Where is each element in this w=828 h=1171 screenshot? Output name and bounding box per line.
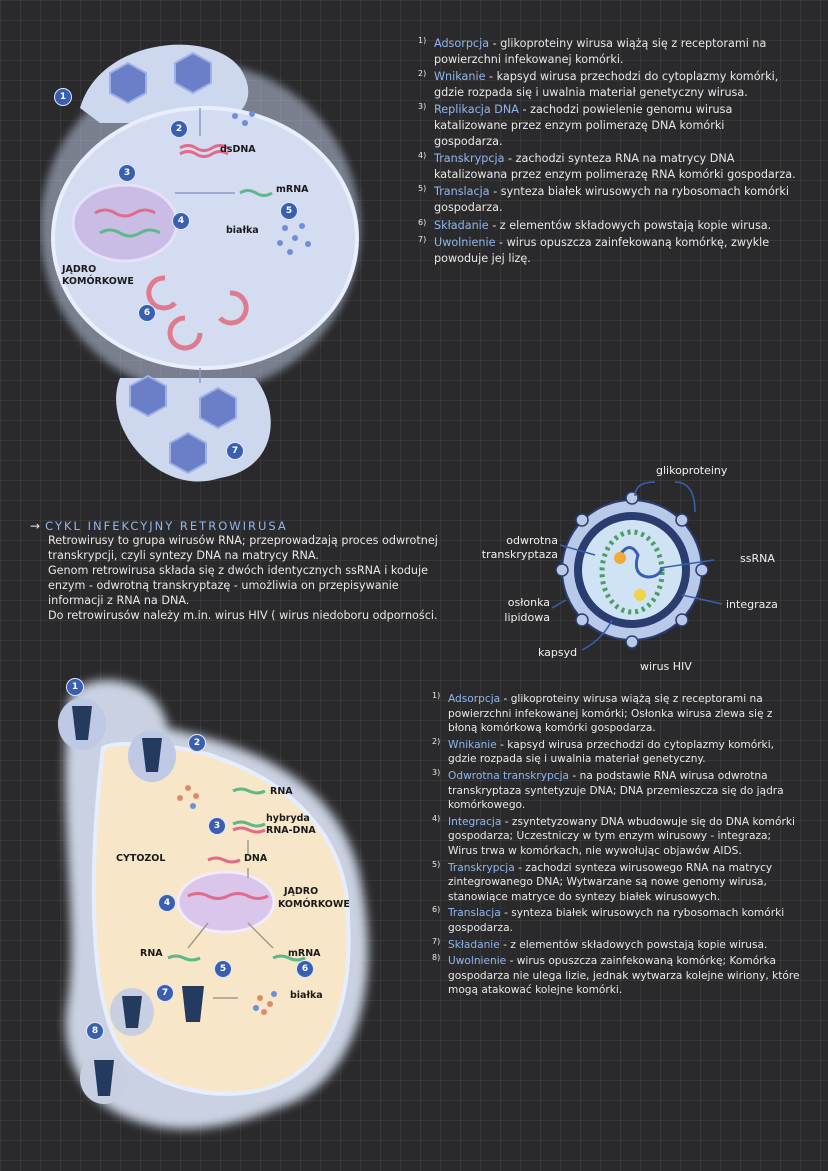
retro-heading: CYKL INFEKCYJNY RETROWIRUSA [45, 519, 288, 533]
label-jadro: JĄDRO [62, 264, 97, 275]
label-rna-top: RNA [270, 786, 293, 797]
step-badge-7: 7 [226, 442, 244, 460]
label-dsdna: dsDNA [220, 144, 256, 155]
retro-intro-p1: Retrowirusy to grupa wirusów RNA; przeprowadzają proces odwrotnej transkrypcji, czyli syntezy DNA na matrycy RNA. [48, 534, 438, 562]
lytic-step-1: 1) Adsorpcja - glikoproteiny wirusa wiążą się z receptorami na powierzchni infekowanej komórki. [418, 36, 767, 66]
step-badge-2: 2 [170, 120, 188, 138]
step-badge-7: 7 [156, 984, 174, 1002]
label-integraza: integraza [726, 598, 778, 611]
label-rna-left: RNA [140, 948, 163, 959]
label-lipidowa: lipidowa [504, 611, 550, 624]
label-ssrna: ssRNA [740, 552, 775, 565]
lytic-step-3: 3) Replikacja DNA - zachodzi powielenie genomu wirusa katalizowane przez enzym polimerazę DNA komórki gospodarza. [418, 102, 733, 148]
retro-intro [48, 533, 448, 623]
retro-step-6: 6) Translacja - synteza białek wirusowych na rybosomach komórki gospodarza. [432, 905, 785, 934]
label-bialka: białka [290, 990, 323, 1001]
retro-cycle-diagram [48, 668, 398, 1143]
lytic-cell-illustration [40, 28, 370, 498]
step-badge-1: 1 [54, 88, 72, 106]
step-badge-4: 4 [172, 212, 190, 230]
step-badge-3: 3 [208, 817, 226, 835]
retro-section-header [30, 515, 288, 534]
retro-step-8: 8) Uwolnienie - wirus opuszcza zainfekowaną komórkę; Komórka gospodarza nie ulega lizie, jednak wytwarza kolejne wiriony, które mogą atakować kolejne komórki. [432, 953, 800, 997]
hiv-virus-illustration [460, 460, 820, 680]
lytic-steps-list [418, 36, 796, 268]
label-wirus-hiv: wirus HIV [640, 660, 692, 673]
step-badge-5: 5 [214, 960, 232, 978]
arrow-right-icon: → [30, 519, 41, 533]
label-komorkowe: KOMÓRKOWE [62, 276, 134, 287]
step-badge-6: 6 [138, 304, 156, 322]
lytic-step-7: 7) Uwolnienie - wirus opuszcza zainfekowaną komórkę, zwykle powoduje jej lizę. [418, 235, 770, 265]
label-jadro: JĄDRO [284, 886, 319, 897]
label-transkryptaza: transkryptaza [481, 548, 558, 561]
lytic-cycle-diagram [40, 28, 370, 498]
label-oslonka: osłonka [507, 596, 550, 609]
label-mrna: mRNA [276, 184, 309, 195]
retro-step-5: 5) Transkrypcja - zachodzi synteza wirusowego RNA na matrycy zintegrowanego DNA; Wytwarzane są nowe genomy wirusa, stanowiące matryce do syntezy białek wirusowych. [432, 859, 773, 903]
lytic-step-6: 6) Składanie - z elementów składowych powstają kopie wirusa. [418, 217, 772, 232]
step-badge-8: 8 [86, 1022, 104, 1040]
retro-intro-p3: Do retrowirusów należy m.in. wirus HIV ( wirus niedoboru odporności. [48, 609, 438, 622]
label-odwrotna: odwrotna [506, 534, 558, 547]
lytic-step-4: 4) Transkrypcja - zachodzi synteza RNA na matrycy DNA katalizowana przez enzym polimerazę RNA komórki gospodarza. [418, 151, 796, 181]
label-mrna: mRNA [288, 948, 321, 959]
retro-step-2: 2) Wnikanie - kapsyd wirusa przechodzi do cytoplazmy komórki, gdzie rozpada się i uwalnia materiał genetyczny. [432, 736, 775, 766]
retro-step-7: 7) Składanie - z elementów składowych powstają kopie wirusa. [432, 936, 768, 951]
step-badge-6: 6 [296, 960, 314, 978]
lytic-step-5: 5) Translacja - synteza białek wirusowych na rybosomach komórki gospodarza. [418, 184, 789, 214]
hiv-virus-diagram [460, 460, 820, 680]
label-kapsyd: kapsyd [538, 646, 578, 659]
label-glikoproteiny: glikoproteiny [656, 464, 728, 477]
step-badge-4: 4 [158, 894, 176, 912]
label-hybryda: hybryda [266, 813, 310, 824]
retro-step-4: 4) Integracja - zsyntetyzowany DNA wbudowuje się do DNA komórki gospodarza; Uczestniczy w tym enzym wirusowy - integraza; Wirus trwa w komórkach, nie wywołując objawów AIDS. [432, 813, 795, 857]
step-badge-3: 3 [118, 164, 136, 182]
retro-step-3: 3) Odwrotna transkrypcja - na podstawie RNA wirusa odwrotna transkryptaza syntetyzuje DNA; DNA przemieszcza się do jądra komórkowego. [432, 767, 784, 812]
label-bialka: białka [226, 225, 259, 236]
label-dna: DNA [244, 853, 268, 864]
retro-steps-list [432, 692, 802, 1000]
label-rna-dna: RNA-DNA [266, 825, 316, 836]
label-cytozol: CYTOZOL [116, 853, 166, 864]
lytic-step-2: 2) Wnikanie - kapsyd wirusa przechodzi do cytoplazmy komórki, gdzie rozpada się i uwalnia materiał genetyczny wirusa. [418, 69, 779, 99]
retro-step-1: 1) Adsorpcja - glikoproteiny wirusa wiążą się z receptorami na powierzchni infekowanej komórki; Osłonka wirusa zlewa się z błoną komórkową komórki gospodarza. [432, 691, 773, 735]
step-badge-5: 5 [280, 202, 298, 220]
retro-intro-p2: Genom retrowirusa składa się z dwóch identycznych ssRNA i koduje enzym - odwrotną transkryptazę - umożliwia on przepisywanie informacji z RNA na DNA. [48, 564, 429, 607]
label-komorkowe: KOMÓRKOWE [278, 899, 350, 910]
step-badge-1: 1 [66, 678, 84, 696]
step-badge-2: 2 [188, 734, 206, 752]
